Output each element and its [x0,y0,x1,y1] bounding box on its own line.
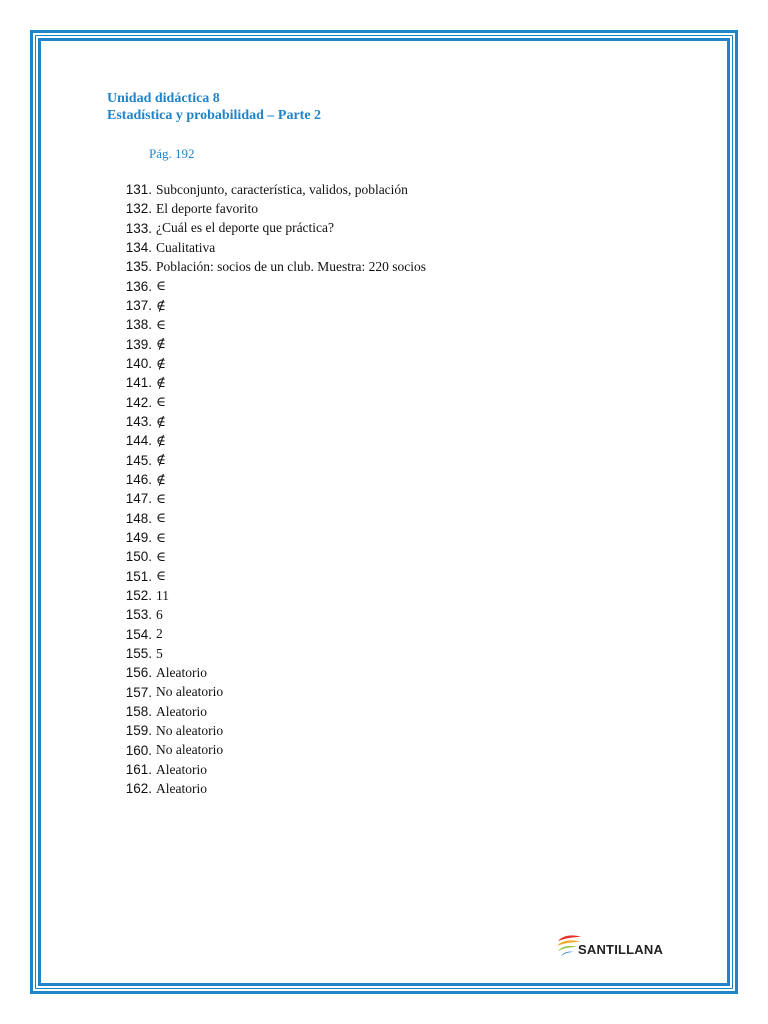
answer-item [110,567,426,586]
answer-item [110,625,426,644]
answer-item [110,315,426,334]
answer-item [110,779,426,798]
answer-text: ¿Cuál es el deporte que práctica? [156,220,335,236]
santillana-logo [556,934,663,958]
answer-text: 11 [156,587,169,603]
answer-item [110,373,426,392]
answer-text: Aleatorio [156,703,207,719]
answer-item [110,238,426,257]
answer-item [110,721,426,740]
answer-number: 155. [125,646,152,662]
answer-number: 140. [125,356,152,372]
answer-text: ∉ [156,355,166,371]
answer-item [110,663,426,682]
answer-text: 2 [156,626,163,642]
answer-item [110,277,426,296]
answer-item [110,219,426,238]
answer-text: 6 [156,606,163,622]
answer-item [110,702,426,721]
answer-text: Cualitativa [156,239,216,255]
answer-item [110,547,426,566]
answer-text: ∉ [156,452,166,468]
answer-item [110,451,426,470]
answer-number: 142. [125,394,152,410]
answer-text: Aleatorio [156,780,207,796]
answer-number: 131. [125,182,152,198]
answer-item [110,257,426,276]
answer-text: No aleatorio [156,742,224,758]
answer-text: El deporte favorito [156,200,258,216]
answer-text: ∈ [156,278,166,294]
answer-number: 154. [125,626,152,642]
answer-item [110,683,426,702]
answer-text: Subconjunto, característica, validos, población [156,181,408,197]
answer-number: 141. [125,375,152,391]
page-reference: Pág. 192 [149,146,195,161]
answer-item [110,393,426,412]
answer-text: ∈ [156,510,166,526]
answer-text: Aleatorio [156,664,207,680]
answer-item [110,470,426,489]
answer-number: 149. [125,530,152,546]
answer-text: ∈ [156,529,166,545]
answer-number: 132. [125,201,152,217]
answer-number: 150. [125,549,152,565]
answer-text: ∉ [156,432,166,448]
answer-item [110,605,426,624]
answer-number: 156. [125,665,152,681]
answer-text: No aleatorio [156,684,224,700]
answer-text: ∉ [156,413,166,429]
answer-number: 137. [125,298,152,314]
answer-text: ∈ [156,548,166,564]
answer-text: ∉ [156,374,166,390]
answer-item [110,644,426,663]
answer-item [110,412,426,431]
answer-item [110,760,426,779]
answer-text: ∈ [156,394,166,410]
answer-text: No aleatorio [156,722,224,738]
answer-number: 133. [125,220,152,236]
answer-number: 148. [125,510,152,526]
answer-item [110,335,426,354]
answer-number: 138. [125,317,152,333]
answer-number: 158. [125,704,152,720]
answer-text: ∉ [156,471,166,487]
answer-item [110,509,426,528]
answer-text: Aleatorio [156,761,207,777]
answer-number: 159. [125,723,152,739]
answer-item [110,586,426,605]
answer-number: 160. [125,742,152,758]
answer-list [110,180,426,799]
answer-number: 139. [125,336,152,352]
unit-subtitle: Estadística y probabilidad – Parte 2 [107,108,322,123]
answer-item [110,180,426,199]
answer-number: 144. [125,433,152,449]
answer-number: 152. [125,588,152,604]
unit-title: Unidad didáctica 8 [107,91,220,106]
answer-number: 146. [125,472,152,488]
answer-item [110,296,426,315]
answer-text: Población: socios de un club. Muestra: 220 socios [156,258,426,274]
answer-number: 147. [125,491,152,507]
answer-number: 153. [125,607,152,623]
answer-item [110,489,426,508]
answer-text: 5 [156,645,163,661]
answer-item [110,431,426,450]
answer-number: 135. [125,259,152,275]
answer-number: 162. [125,781,152,797]
answer-text: ∈ [156,568,166,584]
answer-number: 136. [125,278,152,294]
answer-number: 151. [125,568,152,584]
answer-number: 161. [125,762,152,777]
answer-number: 134. [125,240,152,256]
answer-item [110,199,426,218]
answer-item [110,354,426,373]
answer-text: ∈ [156,316,166,332]
answer-text: ∉ [156,336,166,352]
answer-number: 143. [125,414,152,430]
answer-item [110,741,426,760]
answer-number: 145. [125,452,152,468]
answer-text: ∈ [156,490,166,506]
answer-text: ∉ [156,297,166,313]
answer-item [110,528,426,547]
title-block [107,90,321,124]
logo-text: SANTILLANA [578,942,664,957]
answer-number: 157. [125,684,152,700]
